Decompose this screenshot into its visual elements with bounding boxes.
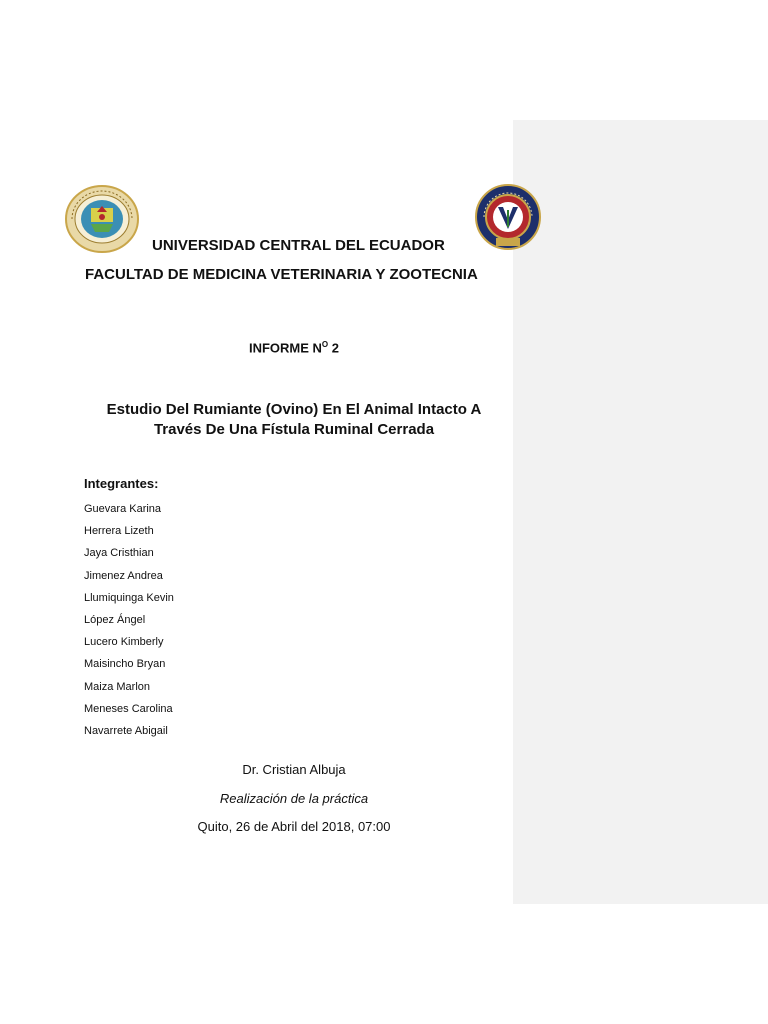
list-item: Navarrete Abigail xyxy=(84,724,168,737)
university-name: UNIVERSIDAD CENTRAL DEL ECUADOR xyxy=(152,237,445,254)
list-item: Herrera Lizeth xyxy=(84,525,154,538)
report-title-line-2: Través De Una Fístula Ruminal Cerrada xyxy=(153,421,435,438)
list-item: Lucero Kimberly xyxy=(84,636,164,649)
date-place: Quito, 26 de Abril del 2018, 07:00 xyxy=(197,819,391,834)
list-item: Guevara Karina xyxy=(84,503,162,515)
comment-pane xyxy=(513,120,768,904)
list-item: López Ángel xyxy=(84,613,146,626)
list-item: Jimenez Andrea xyxy=(84,569,163,582)
list-item: Jaya Cristhian xyxy=(84,547,154,560)
faculty-seal-icon xyxy=(474,183,542,251)
faculty-name: FACULTAD DE MEDICINA VETERINARIA Y ZOOTECNIA xyxy=(85,266,478,283)
report-number xyxy=(40,340,548,355)
university-seal-icon xyxy=(64,184,140,254)
teacher-name: Dr. Cristian Albuja xyxy=(242,762,346,777)
list-item: Meneses Carolina xyxy=(84,702,173,715)
list-item: Maisincho Bryan xyxy=(84,658,166,671)
activity-label: Realización de la práctica xyxy=(219,791,369,806)
list-item: Llumiquinga Kevin xyxy=(84,591,174,604)
report-label-sup: O xyxy=(321,340,329,349)
report-title-line-1: Estudio Del Rumiante (Ovino) En El Animal Intacto A xyxy=(106,401,482,418)
list-item: Maiza Marlon xyxy=(84,680,151,693)
report-label: INFORME N xyxy=(248,340,322,356)
members-heading: Integrantes: xyxy=(84,476,159,491)
members-list xyxy=(84,502,174,746)
report-title xyxy=(60,400,528,440)
report-number-value: 2 xyxy=(331,340,340,356)
